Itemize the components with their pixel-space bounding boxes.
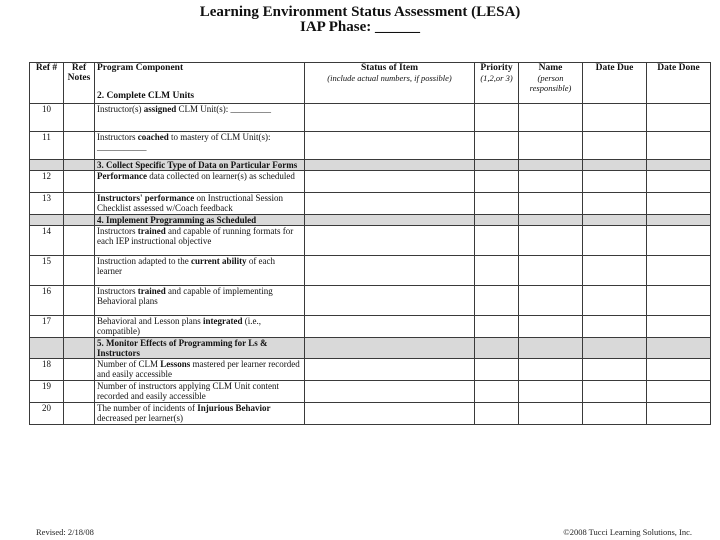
program-component-cell: Instructors coached to mastery of CLM Unit(s): ___________ (95, 132, 305, 160)
table-row (30, 403, 711, 425)
col-status-label: Status of Item (361, 63, 418, 73)
section-row (30, 338, 711, 359)
table-row (30, 359, 711, 381)
copyright: ©2008 Tucci Learning Solutions, Inc. (563, 527, 692, 537)
col-ref: Ref # (30, 63, 64, 104)
col-status-sub: (include actual numbers, if possible) (327, 73, 452, 83)
lesa-table (29, 62, 711, 425)
col-date-due: Date Due (583, 63, 647, 104)
ref-number: 19 (30, 381, 64, 403)
col-priority-sub: (1,2,or 3) (480, 73, 513, 83)
section-3-label: 3. Collect Specific Type of Data on Particular Forms (95, 160, 305, 171)
table-row (30, 381, 711, 403)
program-component-cell: Instruction adapted to the current ability of each learner (95, 256, 305, 286)
ref-number: 17 (30, 316, 64, 338)
document-title: Learning Environment Status Assessment (LESA) (199, 4, 521, 20)
col-date-done: Date Done (647, 63, 711, 104)
ref-number: 10 (30, 104, 64, 132)
program-component-cell: Instructors trained and capable of implementing Behavioral plans (95, 286, 305, 316)
program-component-cell: Number of instructors applying CLM Unit content recorded and easily accessible (95, 381, 305, 403)
table-row (30, 171, 711, 193)
section-5-label: 5. Monitor Effects of Programming for Ls & Instructors (95, 338, 305, 359)
ref-number: 16 (30, 286, 64, 316)
iap-phase-subtitle: IAP Phase: ______ (300, 19, 420, 35)
ref-number: 15 (30, 256, 64, 286)
ref-number: 11 (30, 132, 64, 160)
col-ref-notes: Ref Notes (64, 63, 95, 104)
col-name-label: Name (538, 63, 563, 73)
col-name-sub: (person responsible) (529, 73, 572, 93)
section-row (30, 160, 711, 171)
col-priority-label: Priority (480, 63, 513, 73)
ref-number: 20 (30, 403, 64, 425)
program-component-cell: Behavioral and Lesson plans integrated (i.e., compatible) (95, 316, 305, 338)
section-4-label: 4. Implement Programming as Scheduled (95, 215, 305, 226)
program-component-cell: Instructor(s) assigned CLM Unit(s): _________ (95, 104, 305, 132)
ref-number: 12 (30, 171, 64, 193)
col-program-component (95, 63, 305, 104)
table-row (30, 256, 711, 286)
header-row (30, 63, 711, 104)
program-component-cell: Performance data collected on learner(s) as scheduled (95, 171, 305, 193)
revised-date: Revised: 2/18/08 (36, 527, 94, 537)
col-status (305, 63, 475, 104)
table-row (30, 226, 711, 256)
program-component-cell: Number of CLM Lessons mastered per learner recorded and easily accessible (95, 359, 305, 381)
section-2-label: 2. Complete CLM Units (97, 91, 195, 101)
ref-number: 13 (30, 193, 64, 215)
table-row (30, 132, 711, 160)
table-row (30, 104, 711, 132)
table-row (30, 193, 711, 215)
col-name (519, 63, 583, 104)
col-program-component-label: Program Component (97, 63, 184, 73)
ref-number: 14 (30, 226, 64, 256)
col-priority (475, 63, 519, 104)
program-component-cell: Instructors trained and capable of running formats for each IEP instructional objective (95, 226, 305, 256)
program-component-cell: Instructors' performance on Instructional Session Checklist assessed w/Coach feedback (95, 193, 305, 215)
program-component-cell: The number of incidents of Injurious Behavior decreased per learner(s) (95, 403, 305, 425)
table-row (30, 286, 711, 316)
ref-number: 18 (30, 359, 64, 381)
table-row (30, 316, 711, 338)
section-row (30, 215, 711, 226)
